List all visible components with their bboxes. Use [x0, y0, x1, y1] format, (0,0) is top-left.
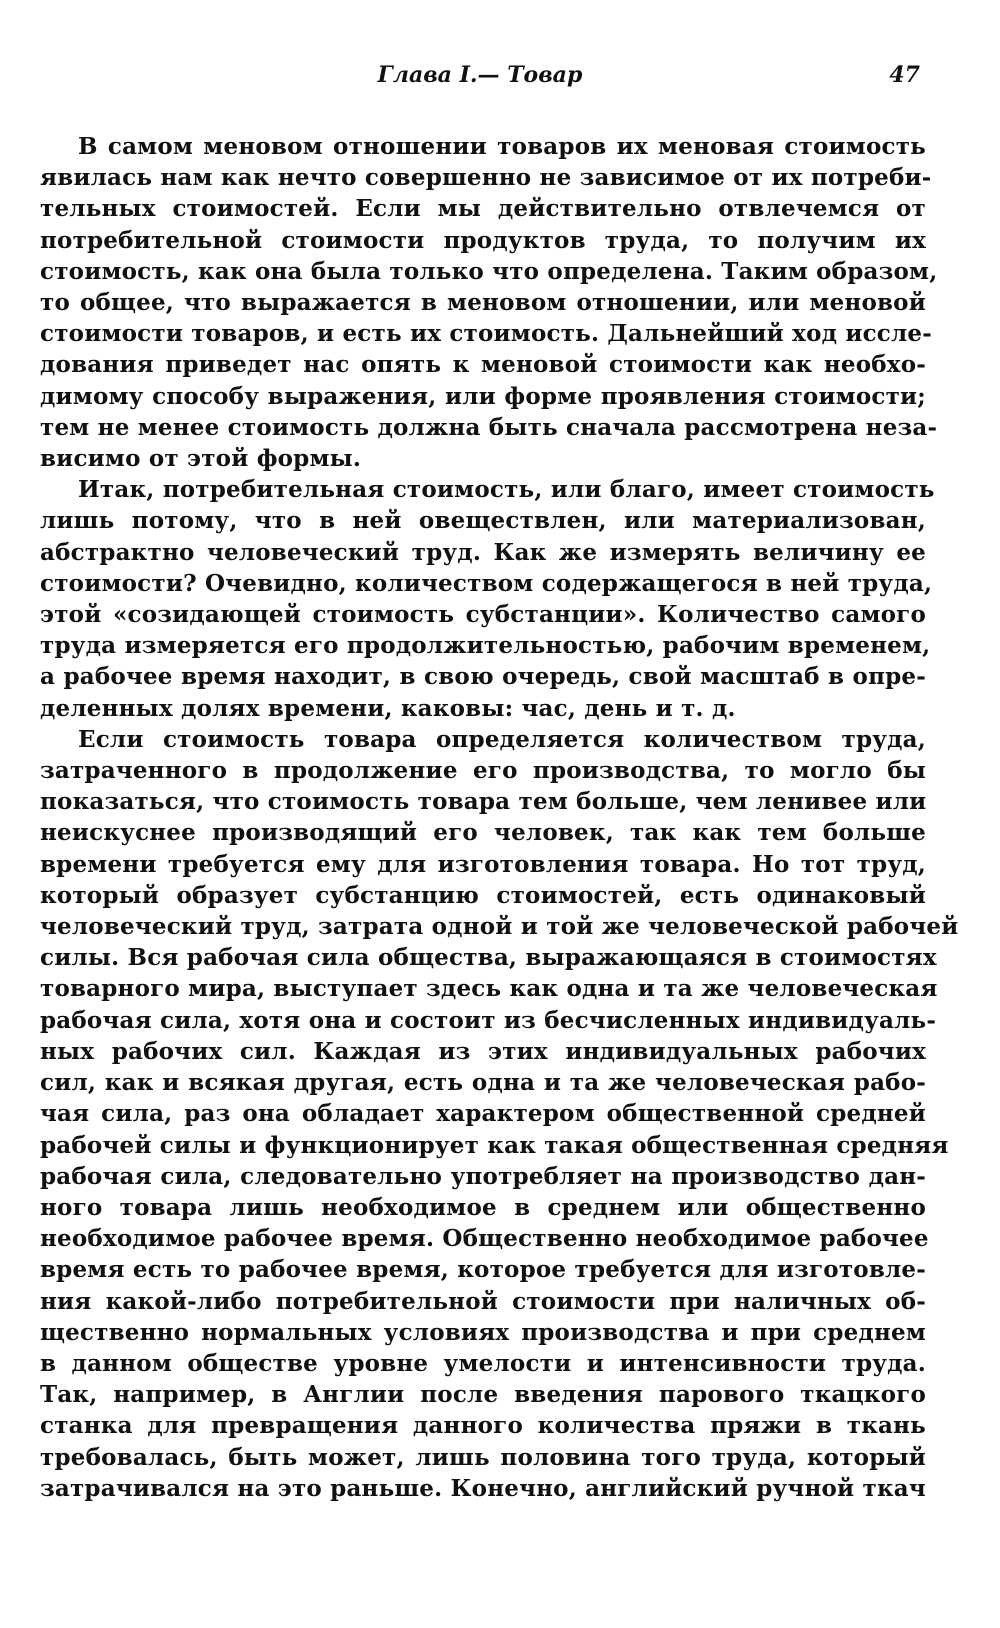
text-line: Если стоимость товара определяется количеством труда, — [78, 725, 926, 753]
text-line: дования приведет нас опять к меновой стоимости как необхо- — [40, 351, 926, 379]
text-line: явилась нам как нечто совершенно не зависимое от их потреби- — [40, 164, 932, 192]
text-line: деленных долях времени, каковы: час, день и т. д. — [40, 694, 736, 722]
paragraph — [40, 724, 959, 1504]
text-line: рабочей силы и функционирует как такая общественная средняя — [40, 1131, 949, 1159]
text-line: время есть то рабочее время, которое требуется для изготовле- — [40, 1256, 926, 1284]
text-line: этой «созидающей стоимость субстанции». Количество самого — [40, 601, 926, 629]
text-line: силы. Вся рабочая сила общества, выражающаяся в стоимостях — [40, 944, 937, 972]
text-line: рабочая сила, хотя она и состоит из бесчисленных индивидуаль- — [40, 1006, 937, 1034]
text-line: тем не менее стоимость должна быть сначала рассмотрена неза- — [40, 413, 938, 441]
text-line: сил, как и всякая другая, есть одна и та же человеческая рабо- — [40, 1069, 926, 1097]
text-line: потребительной стоимости продуктов труда, то получим их — [40, 226, 926, 254]
text-line: в данном обществе уровне умелости и интенсивности труда. — [40, 1349, 926, 1377]
text-line: а рабочее время находит, в свою очередь, свой масштаб в опре- — [40, 663, 926, 691]
text-line: Так, например, в Англии после введения парового ткацкого — [40, 1381, 926, 1409]
text-line: стоимости? Очевидно, количеством содержащегося в ней труда, — [40, 569, 933, 597]
text-line: затраченного в продолжение его производства, то могло бы — [40, 757, 926, 785]
running-title: Глава I.— Товар — [377, 62, 583, 88]
text-line: чая сила, раз она обладает характером общественной средней — [40, 1100, 926, 1128]
text-line: ного товара лишь необходимое в среднем или общественно — [40, 1193, 926, 1221]
text-line: требовалась, быть может, лишь половина того труда, который — [40, 1443, 926, 1471]
text-line: лишь потому, что в ней овеществлен, или материализован, — [40, 507, 926, 535]
text-line: человеческий труд, затрата одной и той же человеческой рабочей — [40, 913, 959, 941]
text-line: ных рабочих сил. Каждая из этих индивидуальных рабочих — [40, 1037, 926, 1065]
page-header — [40, 62, 920, 96]
paragraph — [40, 474, 935, 724]
text-line: станка для превращения данного количества пряжи в ткань — [40, 1412, 926, 1440]
text-line: ния какой-либо потребительной стоимости при наличных об- — [40, 1287, 926, 1315]
text-line: абстрактно человеческий труд. Как же измерять величину ее — [40, 538, 926, 566]
text-line: то общее, что выражается в меновом отношении, или меновой — [40, 289, 926, 317]
text-line: показаться, что стоимость товара тем больше, чем ленивее или — [40, 788, 927, 816]
text-line: товарного мира, выступает здесь как одна и та же человеческая — [40, 975, 938, 1003]
text-line: тельных стоимостей. Если мы действительно отвлечемся от — [40, 195, 926, 223]
text-line: который образует субстанцию стоимостей, есть одинаковый — [40, 881, 926, 909]
text-line: В самом меновом отношении товаров их меновая стоимость — [78, 133, 926, 160]
paragraph — [40, 131, 938, 474]
text-line: висимо от этой формы. — [40, 445, 362, 473]
text-line: труда измеряется его продолжительностью, рабочим временем, — [40, 632, 931, 660]
text-line: Итак, потребительная стоимость, или благо, имеет стоимость — [78, 476, 935, 504]
text-line: затрачивался на это раньше. Конечно, английский ручной ткач — [40, 1474, 926, 1502]
text-line: рабочая сила, следовательно употребляет на производство дан- — [40, 1162, 926, 1190]
text-line: стоимости товаров, и есть их стоимость. Дальнейший ход иссле- — [40, 320, 933, 348]
text-line: неискуснее производящий его человек, так как тем больше — [40, 819, 926, 847]
text-line: времени требуется ему для изготовления товара. Но тот труд, — [40, 850, 926, 878]
text-line: димому способу выражения, или форме проявления стоимости; — [40, 382, 926, 410]
body-text — [40, 131, 959, 1504]
page-number: 47 — [889, 62, 920, 88]
text-line: необходимое рабочее время. Общественно необходимое рабочее — [40, 1225, 929, 1253]
text-line: щественно нормальных условиях производства и при среднем — [40, 1318, 926, 1346]
text-line: стоимость, как она была только что определена. Таким образом, — [40, 257, 938, 285]
